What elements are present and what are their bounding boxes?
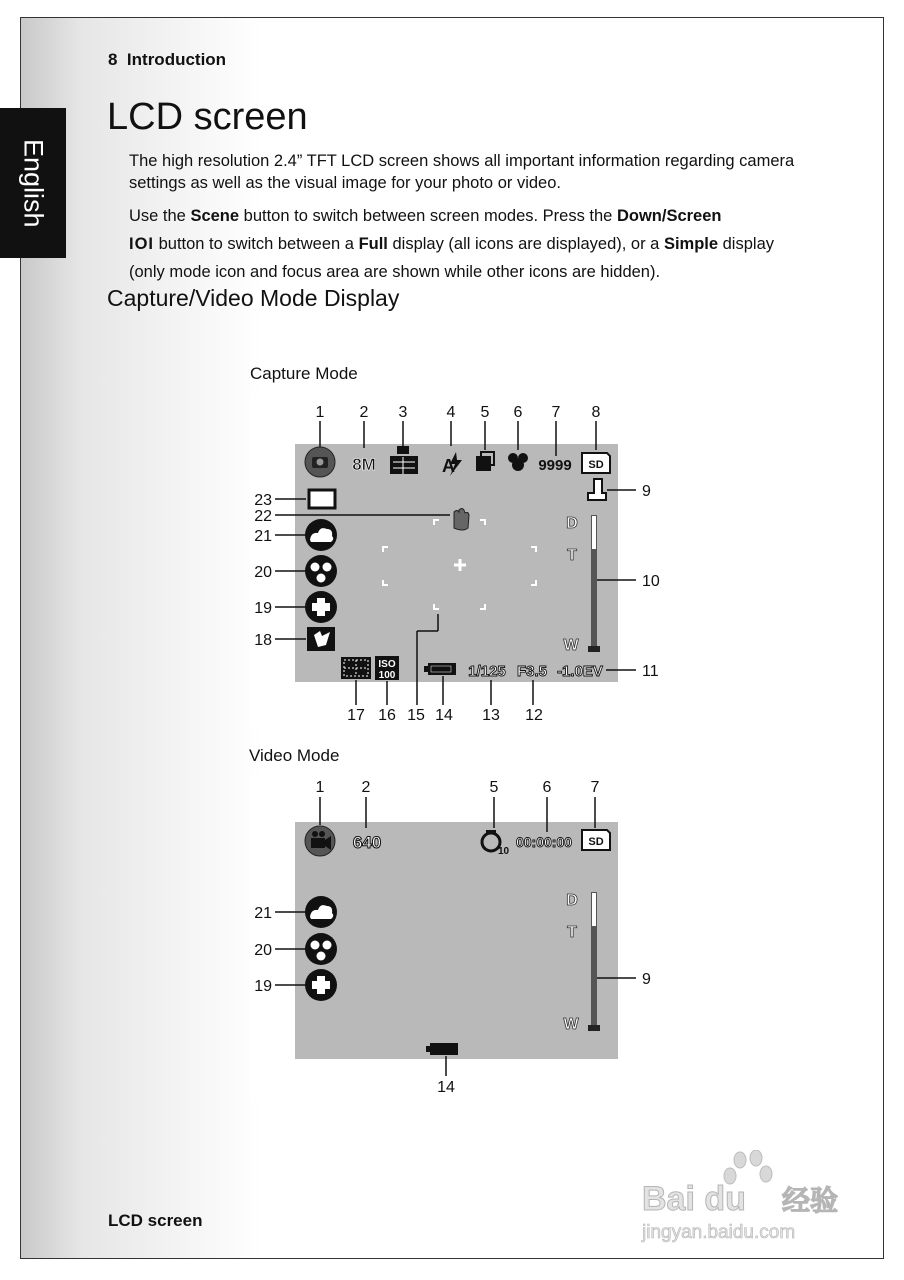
svg-text:jingyan.baidu.com: jingyan.baidu.com [642,1222,796,1243]
svg-text:T: T [567,924,577,941]
svg-text:A: A [442,456,455,476]
svg-text:SD: SD [588,459,604,471]
callout-19: 19 [254,600,272,617]
video-callout-1: 1 [315,779,325,796]
section-name: Introduction [126,50,227,69]
callout-8: 8 [591,404,601,421]
video-callout-9: 9 [642,971,651,988]
video-sd-card-icon [582,830,610,850]
page-footer: LCD screen [108,1211,203,1230]
screen-button-icon: IOI [129,235,155,253]
callout-1: 1 [315,404,325,421]
callout-17: 17 [347,707,365,724]
video-callout-14: 14 [437,1079,455,1096]
resolution-icon: 8M [352,455,376,474]
svg-text:经验: 经验 [782,1185,839,1216]
callout-4: 4 [446,404,456,421]
callout-22: 22 [254,508,272,525]
instruction-paragraph: Use the Scene button to switch between screen modes. Press the Down/Screen IOI button to switch between a Full display (all icons are displayed), or a Simple display (only mode icon and focus area are shown while other icons are hidden). [129,207,774,281]
callout-3: 3 [398,404,408,421]
callout-16: 16 [378,707,396,724]
video-battery-icon [426,1043,458,1055]
recording-timer: 00:00:00 [515,834,573,850]
callout-21: 21 [254,528,272,545]
svg-text:D: D [566,892,578,909]
callout-2: 2 [359,404,369,421]
callout-9: 9 [642,483,651,500]
capture-mode-caption: Capture Mode [250,364,358,383]
svg-text:ISO: ISO [378,659,396,670]
video-callout-21: 21 [254,905,272,922]
video-sharpness-icon [305,969,337,1001]
callout-6: 6 [513,404,523,421]
svg-text:T: T [567,547,577,564]
shots-remaining: 9999 [538,457,572,474]
svg-text:100: 100 [378,670,396,681]
baidu-watermark [640,1150,860,1250]
aperture-value: F3.5 [516,663,548,680]
page-number: 8 [108,50,118,69]
callout-7: 7 [551,404,561,421]
exposure-value: -1.0EV [557,663,603,680]
svg-text:W: W [563,1016,579,1033]
callout-20: 20 [254,564,272,581]
callout-10: 10 [642,573,660,590]
callout-15: 15 [407,707,425,724]
video-callout-5: 5 [489,779,499,796]
callout-12: 12 [525,707,543,724]
video-callout-19: 19 [254,978,272,995]
callout-23: 23 [254,492,272,509]
intro-paragraph: The high resolution 2.4” TFT LCD screen shows all important information regarding camera settings as well as the visual image for your photo or video. [129,152,795,192]
page-title: LCD screen [107,96,308,138]
video-white-balance-icon [305,896,337,928]
video-callout-7: 7 [590,779,600,796]
callout-14: 14 [435,707,453,724]
video-callout-6: 6 [542,779,552,796]
svg-text:10: 10 [498,846,510,857]
section-subtitle: Capture/Video Mode Display [107,285,400,311]
svg-text:W: W [563,637,579,654]
video-callout-2: 2 [361,779,371,796]
callout-13: 13 [482,707,500,724]
language-side-tab: English [0,108,66,258]
callout-11: 11 [642,663,659,680]
video-resolution: 640 [352,833,382,852]
video-mode-icon [305,826,335,856]
svg-text:D: D [566,515,578,532]
video-color-icon [305,933,337,965]
video-callout-20: 20 [254,942,272,959]
shutter-speed: 1/125 [468,663,506,680]
svg-text:Bai du: Bai du [642,1180,746,1218]
callout-5: 5 [480,404,490,421]
svg-text:SD: SD [588,836,604,848]
callout-18: 18 [254,632,272,649]
video-mode-caption: Video Mode [249,746,340,765]
